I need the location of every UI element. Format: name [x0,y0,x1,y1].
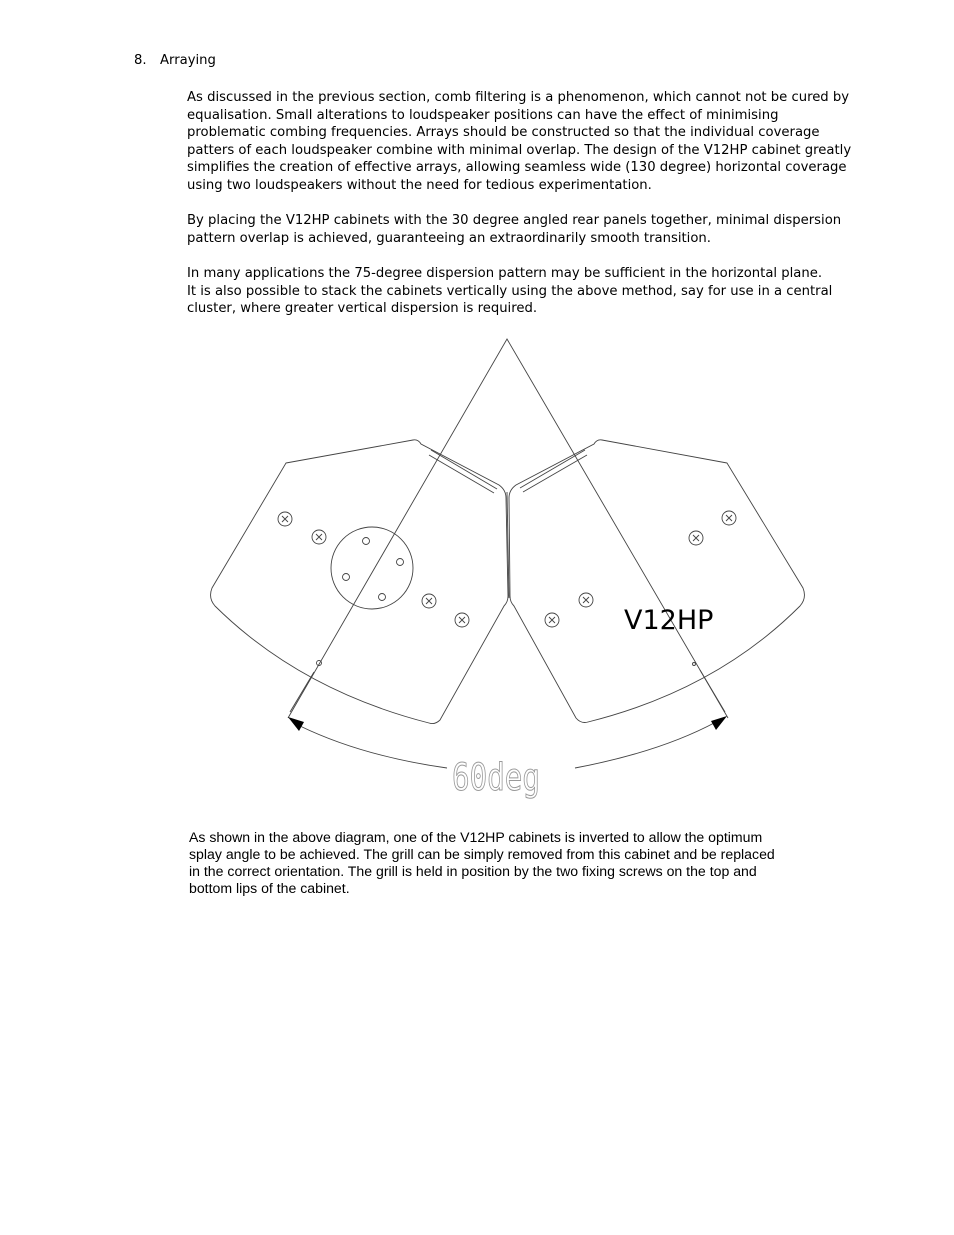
right-cabinet-outline [509,440,804,723]
paragraph-line: cluster, where greater vertical dispersion is required. [187,301,538,316]
angle-arc [300,726,447,768]
paragraph-line: It is also possible to stack the cabinets vertically using the above method, say for use in a central [187,283,833,299]
pivot-marker [693,663,696,666]
screw-icon [579,593,593,607]
driver-bolt [397,559,404,566]
angle-label: 60deg [452,756,540,799]
arrowhead-left [288,717,304,731]
screw-icon [722,511,736,525]
paragraph-line: In many applications the 75-degree dispersion pattern may be sufficient in the horizontal plane. [187,266,823,281]
paragraph-line: patters of each loudspeaker combine with minimal overlap. The design of the V12HP cabinet greatly [187,142,852,158]
screw-icon [689,531,703,545]
paragraph-line: problematic combing frequencies. Arrays should be constructed so that the individual coverage [187,125,820,140]
driver-bolt [379,594,386,601]
right-rear-panel [523,455,587,492]
section-number: 8. [134,53,147,68]
caption-line: splay angle to be achieved. The grill can be simply removed from this cabinet and be replaced [189,846,775,862]
paragraph-line: As discussed in the previous section, comb filtering is a phenomenon, which cannot not be cured by [187,90,850,105]
left-rear-panel [429,455,494,493]
diagram-caption [189,829,829,897]
right-rear-panel [520,450,585,488]
driver-bolt [343,574,350,581]
caption-line: As shown in the above diagram, one of the V12HP cabinets is inverted to allow the optimum [189,829,763,845]
driver-circle [331,527,413,609]
screw-icon [545,613,559,627]
dimension-extension [700,670,725,712]
section-title: Arraying [160,53,216,68]
caption-line: bottom lips of the cabinet. [189,880,350,896]
paragraph-line: simplifies the creation of effective arrays, allowing seamless wide (130 degree) horizontal coverage [187,160,847,175]
caption-line: in the correct orientation. The grill is held in position by the two fixing screws on the top and [189,863,757,879]
paragraph-line: By placing the V12HP cabinets with the 30 degree angled rear panels together, minimal dispersion [187,213,842,228]
dimension-extension [290,672,314,712]
angle-arc [575,722,716,768]
screw-icon [455,613,469,627]
paragraph-line: equalisation. Small alterations to loudspeaker positions can have the effect of minimising [187,107,779,123]
screw-icon [422,594,436,608]
cabinet-label: V12HP [624,605,714,636]
arrowhead-right [711,716,727,730]
screw-icon [278,512,292,526]
driver-bolt [363,538,370,545]
left-cabinet-outline [211,440,508,724]
paragraph-line: using two loudspeakers without the need for tedious experimentation. [187,177,652,193]
left-rear-panel [431,450,497,489]
paragraph-line: pattern overlap is achieved, guaranteeing an extraordinarily smooth transition. [187,230,711,246]
screw-icon [312,530,326,544]
